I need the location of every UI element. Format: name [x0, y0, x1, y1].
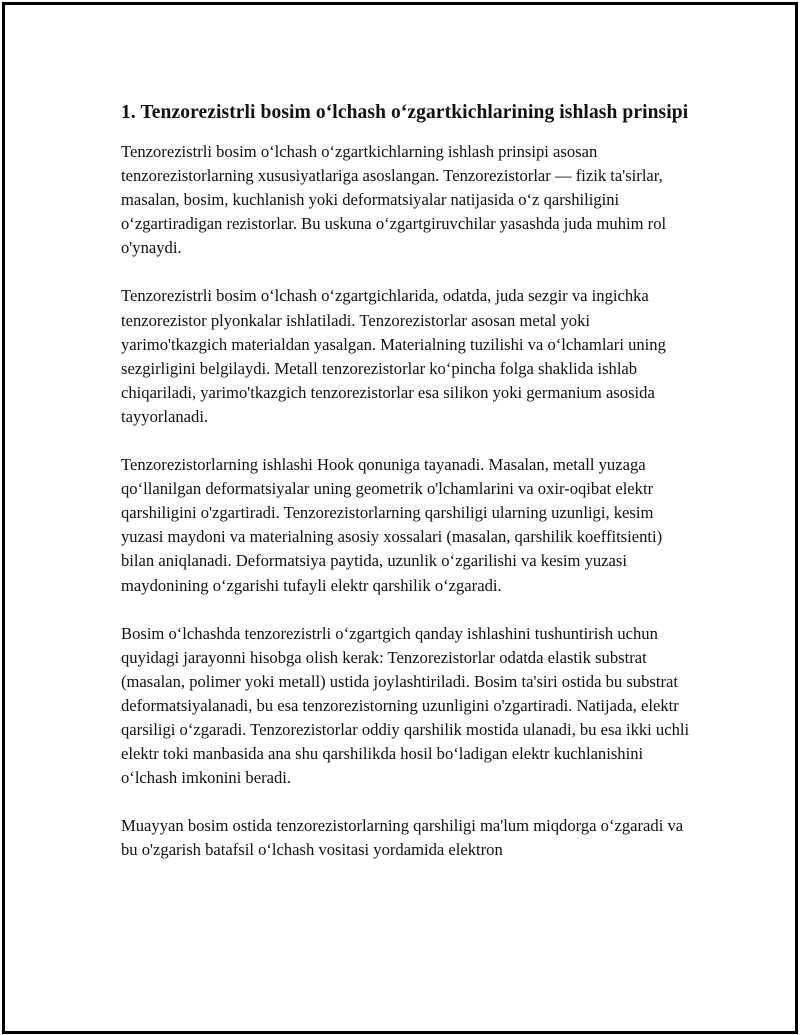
- paragraph-1: Tenzorezistrli bosim o‘lchash o‘zgartkichlarning ishlash prinsipi asosan tenzorezistorlarning xususiyatlariga asoslangan. Tenzorezistorlar — fizik ta'sirlar, masalan, bosim, kuchlanish yoki deformatsiyalar natijasida o‘z qarshiligini o‘zgartiradigan rezistorlar. Bu uskuna o‘zgartgiruvchilar yasashda juda muhim rol o'ynaydi.: [121, 142, 667, 258]
- document-body: [121, 99, 691, 886]
- paragraph-3: Tenzorezistorlarning ishlashi Hook qonuniga tayanadi. Masalan, metall yuzaga qo‘llanilgan deformatsiyalar uning geometrik o'lchamlarini va oxir-oqibat elektr qarshiligini o'zgartiradi. Tenzorezistorlarning qarshiligi ularning uzunligi, kesim yuzasi maydoni va materialning asosiy xossalari (masalan, qarshilik koeffitsienti) bilan aniqlanadi. Deformatsiya paytida, uzunlik o‘zgarilishi va kesim yuzasi maydonining o‘zgarishi tufayli elektr qarshilik o‘zgaradi.: [121, 455, 663, 595]
- paragraph-5: Muayyan bosim ostida tenzorezistorlarning qarshiligi ma'lum miqdorga o‘zgaradi va bu o'zgarish batafsil o‘lchash vositasi yordamida elektron: [121, 816, 684, 860]
- paragraph-4: Bosim o‘lchashda tenzorezistrli o‘zgartgich qanday ishlashini tushuntirish uchun quyidagi jarayonni hisobga olish kerak: Tenzorezistorlar odatda elastik substrat (masalan, polimer yoki metall) ustida joylashtiriladi. Bosim ta'siri ostida bu substrat deformatsiyalanadi, bu esa tenzorezistorning uzunligini o'zgartiradi. Natijada, elektr qarsiligi o‘zgaradi. Tenzorezistorlar oddiy qarshilik mostida ulanadi, bu esa ikki uchli elektr toki manbasida ana shu qarshilikda hosil bo‘ladigan elektr kuchlanishini o‘lchash imkonini beradi.: [121, 623, 690, 788]
- page-frame: [2, 2, 798, 1034]
- section-title: 1. Tenzorezistrli bosim o‘lchash o‘zgartkichlarining ishlash prinsipi: [121, 102, 689, 123]
- paragraph-2: Tenzorezistrli bosim o‘lchash o‘zgartgichlarida, odatda, juda sezgir va ingichka tenzorezistor plyonkalar ishlatiladi. Tenzorezistorlar asosan metal yoki yarimo'tkazgich materialdan yasalgan. Materialning tuzilishi va o‘lchamlari uning sezgirligini belgilaydi. Metall tenzorezistorlar ko‘pincha folga shaklida ishlab chiqariladi, yarimo'tkazgich tenzorezistorlar esa silikon yoki germanium asosida tayyorlanadi.: [121, 286, 666, 426]
